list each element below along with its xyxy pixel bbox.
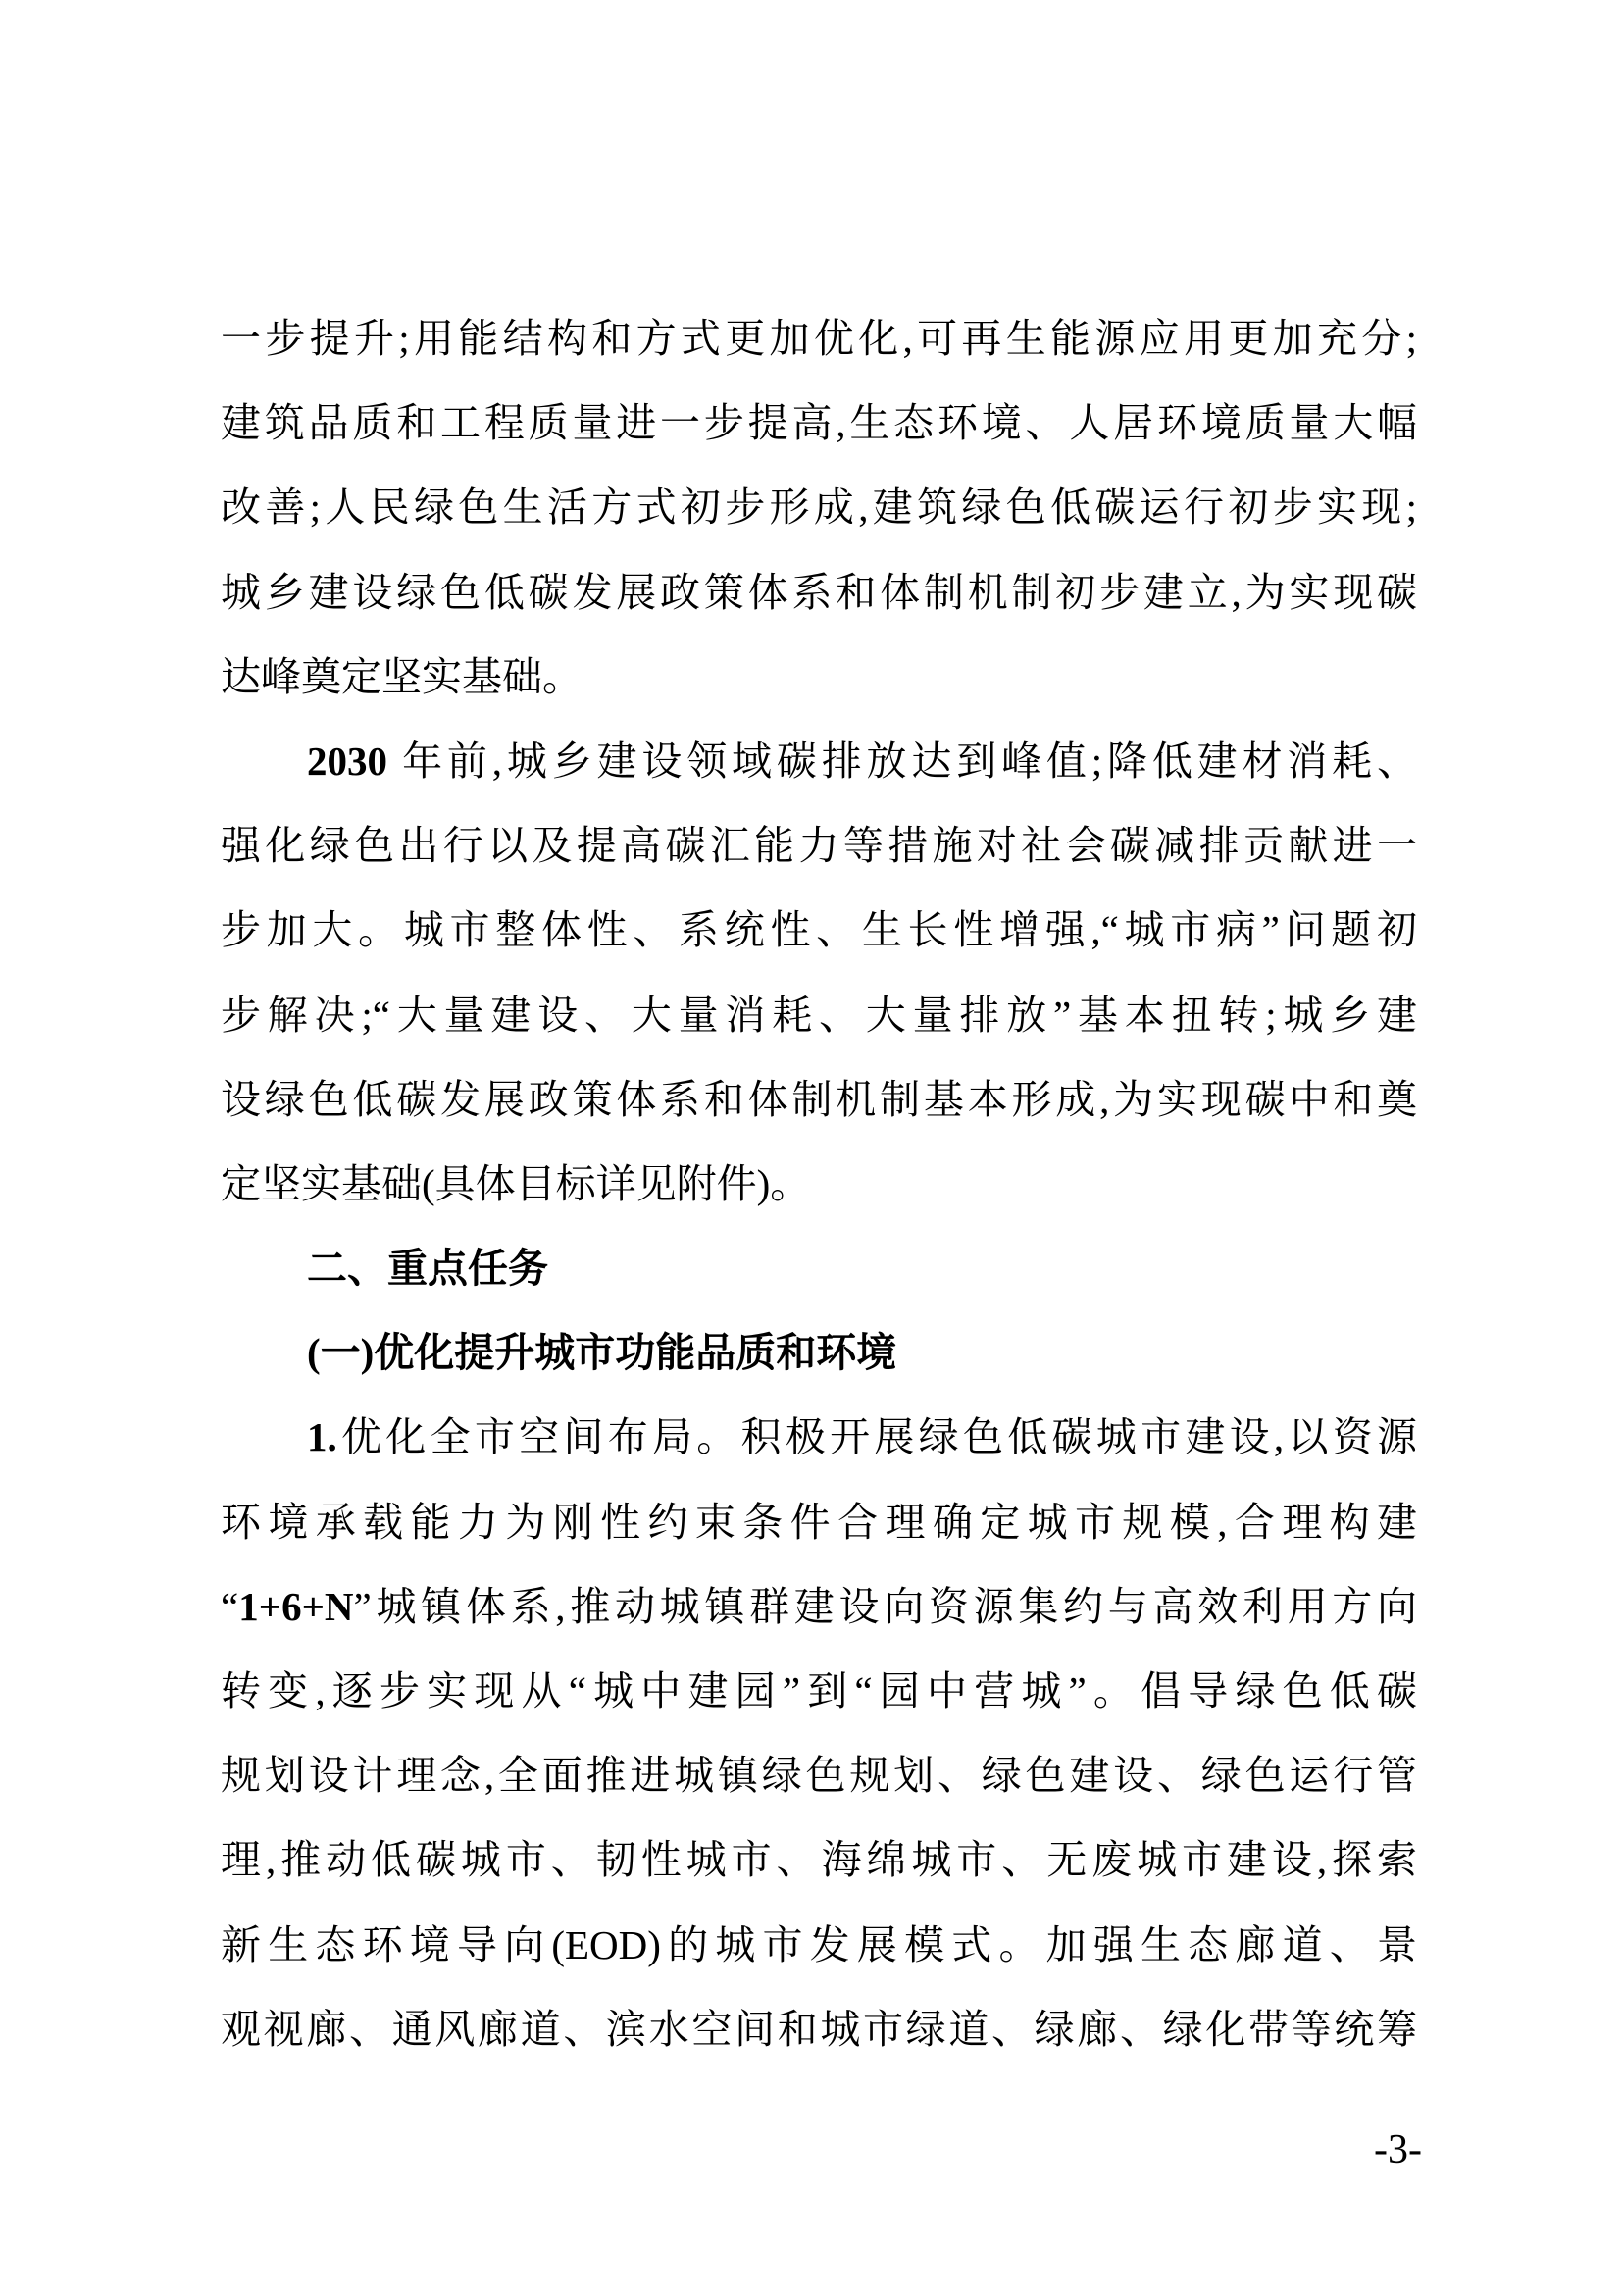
text-line: 建筑品质和工程质量进一步提高,生态环境、人居环境质量大幅 (221, 400, 1417, 446)
text-line: 步解决;“大量建设、大量消耗、大量排放”基本扭转;城乡建 (221, 992, 1417, 1038)
text-line: 转变,逐步实现从“城中建园”到“园中营城”。倡导绿色低碳 (221, 1668, 1417, 1713)
text-line: 改善;人民绿色生活方式初步形成,建筑绿色低碳运行初步实现; (221, 485, 1417, 531)
text-line (221, 1395, 1417, 1479)
text-line (221, 1564, 1417, 1649)
text-segment: 优化全市空间布局。积极开展绿色低碳城市建设,以资源 (336, 1414, 1417, 1460)
section-heading: 二、重点任务 (307, 1246, 548, 1292)
text-line: 设绿色低碳发展政策体系和体制机制基本形成,为实现碳中和奠 (221, 1076, 1417, 1122)
text-line: 步加大。城市整体性、系统性、生长性增强,“城市病”问题初 (221, 907, 1417, 953)
subsection-heading: (一)优化提升城市功能品质和环境 (307, 1330, 897, 1376)
open-quote: “ (221, 1583, 239, 1629)
text-segment: ”城镇体系,推动城镇群建设向资源集约与高效利用方向 (353, 1583, 1417, 1629)
text-line: 强化绿色出行以及提高碳汇能力等措施对社会碳减排贡献进一 (221, 823, 1417, 869)
page-number: -3- (1374, 2127, 1422, 2172)
text-line (221, 719, 1417, 803)
text-line: 新生态环境导向(EOD)的城市发展模式。加强生态廊道、景 (221, 1921, 1417, 1967)
text-line: 达峰奠定坚实基础。 (221, 653, 583, 699)
text-line: 观视廊、通风廊道、滨水空间和城市绿道、绿廊、绿化带等统筹 (221, 2006, 1417, 2052)
page-content (221, 296, 1417, 2071)
text-segment: 年前,城乡建设领域碳排放达到峰值;降低建材消耗、 (402, 738, 1417, 784)
text-line: 城乡建设绿色低碳发展政策体系和体制机制初步建立,为实现碳 (221, 569, 1417, 615)
bold-item-number: 1. (307, 1414, 337, 1460)
text-line: 理,推动低碳城市、韧性城市、海绵城市、无废城市建设,探索 (221, 1837, 1417, 1883)
bold-formula-number: 1+6+N (238, 1583, 354, 1629)
bold-year-number: 2030 (307, 738, 403, 784)
text-line: 规划设计理念,全面推进城镇绿色规划、绿色建设、绿色运行管 (221, 1753, 1417, 1799)
text-line: 定坚实基础(具体目标详见附件)。 (221, 1160, 811, 1206)
text-line: 一步提升;用能结构和方式更加优化,可再生能源应用更加充分; (221, 316, 1417, 361)
text-line: 环境承载能力为刚性约束条件合理确定城市规模,合理构建 (221, 1499, 1417, 1545)
